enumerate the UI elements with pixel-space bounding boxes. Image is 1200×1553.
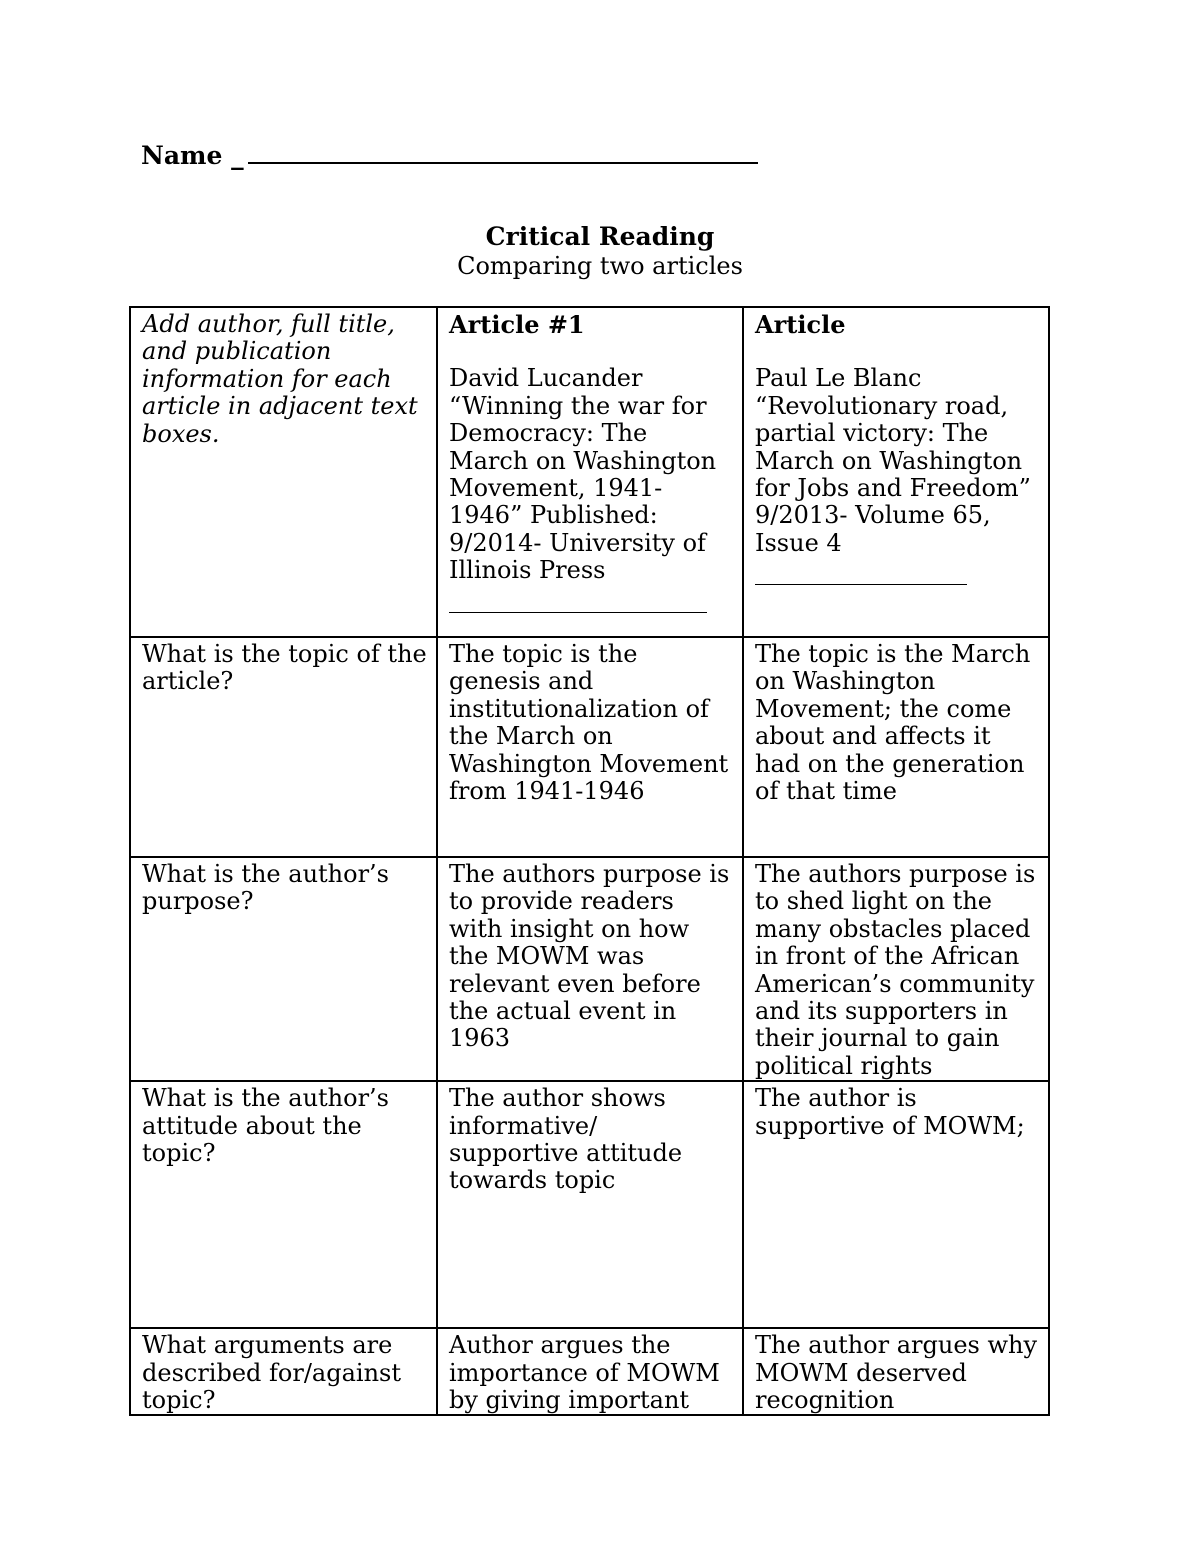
table-row-purpose: [130, 857, 1049, 1081]
article1-cell-attitude[interactable]: [437, 1081, 743, 1328]
prompt-text: What arguments are described for/against topic?: [142, 1331, 401, 1415]
spacer: [755, 338, 1040, 365]
article1-cell-purpose[interactable]: [437, 857, 743, 1081]
table-row-attitude: [130, 1081, 1049, 1328]
comparison-table: [129, 306, 1050, 1416]
spacer: [449, 338, 734, 365]
document-subtitle: Comparing two articles: [457, 252, 743, 280]
prompt-cell-topic: [130, 637, 437, 857]
article2-answer: The authors purpose is to shed light on the many obstacles placed in front of the African American’s community and its supporters in their journal to gain political rights: [755, 860, 1036, 1080]
article1-citation: David Lucander “Winning the war for Democracy: The March on Washington Movement, 1941-1946” Published: 9/2014- University of Illinois Press: [449, 364, 717, 585]
article2-heading: Article: [755, 310, 846, 339]
article1-answer: Author argues the importance of MOWM by giving important: [449, 1331, 720, 1415]
article2-answer: The author argues why MOWM deserved recognition: [755, 1331, 1038, 1415]
table-row-arguments: [130, 1328, 1049, 1415]
article2-cell-publication[interactable]: [743, 307, 1049, 637]
article2-cell-attitude[interactable]: [743, 1081, 1049, 1328]
article1-heading: Article #1: [449, 310, 585, 339]
prompt-cell-publication: [130, 307, 437, 637]
article1-answer: The author shows informative/ supportive attitude towards topic: [449, 1084, 683, 1195]
name-blank-line[interactable]: [248, 138, 758, 164]
article2-cell-purpose[interactable]: [743, 857, 1049, 1081]
article1-blank-line: [449, 585, 707, 613]
name-label: Name _: [141, 141, 244, 170]
name-field: [141, 138, 758, 173]
article1-answer: The topic is the genesis and institutionalization of the March on Washington Movement from 1941-1946: [449, 640, 729, 806]
table-row-topic: [130, 637, 1049, 857]
article1-cell-topic[interactable]: [437, 637, 743, 857]
prompt-cell-purpose: [130, 857, 437, 1081]
article2-cell-arguments[interactable]: [743, 1328, 1049, 1415]
article2-answer: The author is supportive of MOWM;: [755, 1084, 1025, 1140]
article2-blank-line: [755, 557, 967, 585]
prompt-text: What is the topic of the article?: [142, 640, 427, 696]
prompt-text: What is the author’s purpose?: [142, 860, 389, 916]
prompt-text: Add author, full title, and publication information for each article in adjacent text boxes.: [142, 310, 418, 448]
article1-answer: The authors purpose is to provide readers with insight on how the MOWM was relevant even before the actual event in 1963: [449, 860, 730, 1053]
document-title: Critical Reading: [485, 222, 715, 251]
article2-citation: Paul Le Blanc “Revolutionary road, partial victory: The March on Washington for Jobs and Freedom” 9/2013- Volume 65, Issue 4: [755, 364, 1031, 557]
article1-cell-publication[interactable]: [437, 307, 743, 637]
prompt-cell-attitude: [130, 1081, 437, 1328]
table-row-publication: [130, 307, 1049, 637]
prompt-cell-arguments: [130, 1328, 437, 1415]
article1-cell-arguments[interactable]: [437, 1328, 743, 1415]
article2-answer: The topic is the March on Washington Movement; the come about and affects it had on the generation of that time: [755, 640, 1031, 806]
prompt-text: What is the author’s attitude about the topic?: [142, 1084, 389, 1168]
article2-cell-topic[interactable]: [743, 637, 1049, 857]
